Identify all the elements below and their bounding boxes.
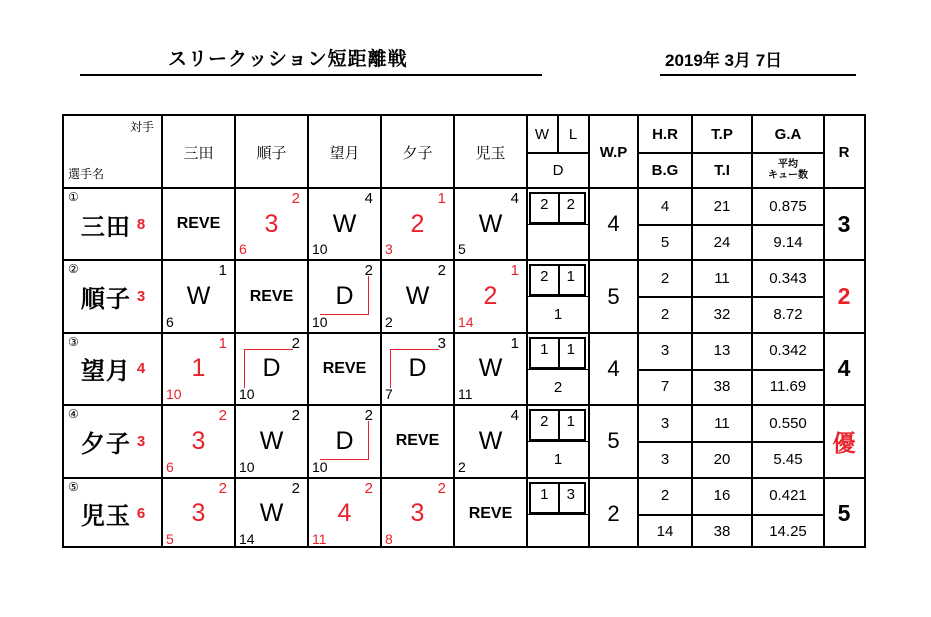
score-cell bbox=[454, 405, 527, 477]
avg-label-line: キュー数 bbox=[768, 170, 808, 181]
wl-box bbox=[529, 482, 586, 514]
score-value: W bbox=[478, 209, 503, 238]
tp-ti-cell-top: 11 bbox=[714, 414, 730, 432]
tp-ti-cell-top: 16 bbox=[713, 487, 731, 505]
score-innings: 2 bbox=[291, 407, 300, 425]
losses-value: 3 bbox=[566, 485, 575, 503]
header-opponent-3: 望月 bbox=[329, 144, 360, 162]
score-cell bbox=[308, 478, 381, 550]
hr-bg-cell-bottom: 7 bbox=[660, 378, 670, 396]
score-cell bbox=[454, 333, 527, 405]
draws-value: 1 bbox=[553, 306, 563, 324]
win-points-value: 2 bbox=[607, 500, 620, 526]
match-date: 2019年 3月 7日 bbox=[665, 51, 783, 70]
score-cell bbox=[162, 478, 235, 550]
score-innings: 1 bbox=[218, 262, 227, 280]
score-points: 6 bbox=[166, 458, 174, 475]
tp-ti-cell bbox=[692, 478, 752, 550]
hr-bg-cell-bottom: 5 bbox=[660, 233, 670, 251]
score-cell bbox=[381, 333, 454, 405]
player-number: ⑤ bbox=[68, 479, 79, 494]
losses-value: 1 bbox=[566, 413, 575, 431]
header-player-label: 選手名 bbox=[68, 167, 105, 181]
ga-avg-cell-bottom: 5.45 bbox=[773, 450, 803, 468]
header-opponent-1: 三田 bbox=[183, 144, 214, 162]
wins-value: 1 bbox=[540, 485, 549, 503]
score-value: W bbox=[332, 209, 357, 238]
ga-avg-cell-top: 0.875 bbox=[769, 197, 807, 215]
score-points: 8 bbox=[385, 530, 393, 547]
score-value: 1 bbox=[191, 354, 206, 383]
rank-value: 5 bbox=[837, 500, 851, 527]
score-value: W bbox=[259, 426, 284, 455]
header-hr-bg-bottom: B.G bbox=[651, 161, 679, 179]
rank-value: 優 bbox=[832, 429, 856, 456]
score-value: 3 bbox=[410, 499, 425, 528]
player-name: 望月 bbox=[80, 358, 131, 386]
wl-box bbox=[529, 264, 586, 296]
score-value: 3 bbox=[264, 209, 279, 238]
score-innings: 1 bbox=[218, 334, 227, 352]
player-name-cell bbox=[64, 260, 162, 332]
score-innings: 2 bbox=[364, 262, 373, 280]
header-wp: W.P bbox=[599, 143, 628, 161]
hr-bg-cell bbox=[638, 260, 692, 332]
hr-bg-cell-top: 2 bbox=[660, 269, 670, 287]
score-cell bbox=[454, 188, 527, 260]
score-points: 14 bbox=[239, 530, 255, 547]
score-points: 10 bbox=[239, 458, 255, 475]
score-value: D bbox=[335, 426, 354, 455]
wld-cell bbox=[527, 188, 589, 260]
player-handicap: 6 bbox=[136, 505, 146, 523]
tp-ti-cell bbox=[692, 333, 752, 405]
win-points-value: 5 bbox=[607, 283, 620, 309]
hr-bg-cell bbox=[638, 478, 692, 550]
player-number: ② bbox=[68, 262, 79, 277]
score-value: 3 bbox=[191, 426, 206, 455]
draws-value bbox=[527, 514, 589, 550]
draw-frame bbox=[320, 421, 369, 460]
score-cell bbox=[308, 188, 381, 260]
player-number: ③ bbox=[68, 334, 79, 349]
rank-value: 3 bbox=[837, 210, 851, 237]
page-title: スリークッション短距離戦 bbox=[168, 49, 408, 70]
tp-ti-cell-bottom: 38 bbox=[713, 523, 731, 541]
score-points: 10 bbox=[312, 458, 328, 475]
score-innings: 2 bbox=[364, 407, 373, 425]
title-underline bbox=[80, 74, 542, 76]
score-points: 5 bbox=[458, 241, 466, 258]
score-points: 10 bbox=[166, 386, 182, 403]
hr-bg-cell-top: 3 bbox=[660, 342, 670, 360]
score-cell bbox=[381, 188, 454, 260]
header-ga-avg bbox=[752, 116, 824, 188]
wins-value: 2 bbox=[540, 196, 549, 213]
results-table bbox=[62, 114, 866, 548]
score-innings: 2 bbox=[437, 479, 446, 497]
ga-avg-cell-top: 0.343 bbox=[769, 269, 807, 287]
hr-bg-cell bbox=[638, 333, 692, 405]
score-cell bbox=[235, 478, 308, 550]
score-value: D bbox=[408, 354, 427, 383]
hr-bg-cell-top: 4 bbox=[660, 197, 670, 215]
header-corner bbox=[64, 116, 162, 188]
header-hr-bg bbox=[638, 116, 692, 188]
date-underline bbox=[660, 74, 856, 76]
score-value: D bbox=[335, 282, 354, 311]
score-value: W bbox=[478, 354, 503, 383]
score-innings: 2 bbox=[218, 479, 227, 497]
score-value: 2 bbox=[410, 209, 425, 238]
score-value: W bbox=[186, 282, 211, 311]
ga-avg-cell-top: 0.421 bbox=[769, 487, 807, 505]
wld-cell bbox=[527, 333, 589, 405]
score-points: 5 bbox=[166, 530, 174, 547]
score-innings: 1 bbox=[510, 334, 519, 352]
score-cell bbox=[162, 405, 235, 477]
reve-label: REVE bbox=[249, 287, 294, 305]
score-points: 10 bbox=[312, 241, 328, 258]
wl-box bbox=[529, 192, 586, 224]
tp-ti-cell-top: 21 bbox=[713, 197, 731, 215]
score-innings: 1 bbox=[510, 262, 519, 280]
ga-avg-cell-bottom: 11.69 bbox=[769, 378, 807, 396]
tp-ti-cell bbox=[692, 188, 752, 260]
header-tp-ti-bottom: T.I bbox=[714, 161, 730, 179]
score-cell bbox=[162, 333, 235, 405]
losses-value: 1 bbox=[566, 340, 575, 358]
draws-value: 2 bbox=[553, 378, 563, 396]
hr-bg-cell bbox=[638, 405, 692, 477]
header-rank: R bbox=[838, 143, 850, 161]
reve-label: REVE bbox=[322, 359, 367, 377]
score-innings: 2 bbox=[437, 262, 446, 280]
score-value: 4 bbox=[337, 499, 352, 528]
header-opponent-5: 児玉 bbox=[475, 144, 506, 162]
score-value: W bbox=[405, 282, 430, 311]
wld-row-divider bbox=[527, 514, 589, 515]
wld-cell bbox=[527, 260, 589, 332]
draw-frame bbox=[320, 276, 369, 315]
score-points: 3 bbox=[385, 241, 393, 258]
score-points: 11 bbox=[458, 386, 473, 403]
tp-ti-cell-bottom: 24 bbox=[713, 233, 731, 251]
ga-avg-cell-top: 0.342 bbox=[769, 342, 807, 360]
header-wl_w: W bbox=[534, 125, 550, 143]
player-name-cell bbox=[64, 188, 162, 260]
hr-bg-cell-bottom: 14 bbox=[656, 523, 674, 541]
wld-row-divider bbox=[527, 369, 589, 370]
wld-cell bbox=[527, 478, 589, 550]
score-cell bbox=[381, 260, 454, 332]
losses-value: 2 bbox=[566, 196, 575, 213]
score-points: 2 bbox=[458, 458, 466, 475]
score-innings: 4 bbox=[510, 190, 519, 207]
score-points: 10 bbox=[312, 313, 328, 330]
avg-label-line: 平均 bbox=[778, 159, 798, 170]
hr-bg-cell-bottom: 3 bbox=[660, 450, 670, 468]
reve-label: REVE bbox=[395, 432, 440, 450]
hr-bg-cell bbox=[638, 188, 692, 260]
score-cell bbox=[308, 405, 381, 477]
tp-ti-cell bbox=[692, 405, 752, 477]
score-innings: 3 bbox=[437, 334, 446, 352]
wins-value: 2 bbox=[540, 413, 549, 431]
score-innings: 2 bbox=[291, 190, 300, 207]
score-innings: 2 bbox=[218, 407, 227, 425]
score-cell bbox=[162, 188, 235, 260]
tp-ti-cell-top: 13 bbox=[713, 342, 731, 360]
score-value: W bbox=[259, 499, 284, 528]
tp-ti-cell bbox=[692, 260, 752, 332]
wl-box bbox=[529, 409, 586, 441]
player-number: ④ bbox=[68, 407, 79, 422]
header-ga-avg-bottom bbox=[752, 153, 824, 187]
win-points-value: 4 bbox=[607, 355, 620, 381]
win-points-value: 4 bbox=[607, 211, 620, 237]
header-wl_l: L bbox=[568, 125, 578, 143]
score-innings: 4 bbox=[364, 190, 373, 207]
hr-bg-cell-bottom: 2 bbox=[660, 305, 670, 323]
player-handicap: 3 bbox=[136, 288, 146, 306]
score-cell bbox=[235, 188, 308, 260]
score-cell bbox=[235, 333, 308, 405]
score-points: 10 bbox=[239, 386, 255, 403]
ga-avg-cell bbox=[752, 333, 824, 405]
wld-cell bbox=[527, 405, 589, 477]
score-innings: 2 bbox=[291, 334, 300, 352]
draws-value: 1 bbox=[553, 451, 563, 469]
score-points: 6 bbox=[166, 313, 174, 330]
losses-value: 1 bbox=[566, 268, 575, 286]
score-innings: 2 bbox=[291, 479, 300, 497]
score-value: W bbox=[478, 426, 503, 455]
hr-bg-cell-top: 2 bbox=[660, 487, 670, 505]
tp-ti-cell-bottom: 20 bbox=[713, 450, 731, 468]
ga-avg-cell bbox=[752, 260, 824, 332]
win-points-value: 5 bbox=[607, 428, 620, 454]
score-innings: 1 bbox=[437, 190, 446, 207]
player-handicap: 8 bbox=[136, 215, 146, 233]
ga-avg-cell bbox=[752, 478, 824, 550]
ga-avg-cell-top: 0.550 bbox=[769, 414, 807, 432]
score-cell bbox=[454, 260, 527, 332]
header-tp-ti-top: T.P bbox=[711, 125, 733, 143]
player-name: 夕子 bbox=[80, 430, 131, 458]
wl-box bbox=[529, 337, 586, 369]
score-points: 11 bbox=[312, 530, 327, 547]
header-wl_d: D bbox=[552, 161, 564, 179]
header-opponent-4: 夕子 bbox=[402, 144, 433, 162]
wld-row-divider bbox=[527, 441, 589, 442]
wins-value: 2 bbox=[540, 268, 549, 286]
ga-avg-cell bbox=[752, 405, 824, 477]
score-value: 3 bbox=[191, 499, 206, 528]
draw-frame bbox=[390, 349, 439, 388]
draws-value bbox=[527, 224, 589, 260]
wins-value: 1 bbox=[540, 340, 549, 358]
header-tp-ti bbox=[692, 116, 752, 188]
ga-avg-cell-bottom: 14.25 bbox=[769, 523, 807, 541]
player-name-cell bbox=[64, 333, 162, 405]
score-innings: 2 bbox=[364, 479, 373, 497]
player-name: 児玉 bbox=[80, 503, 131, 531]
score-points: 2 bbox=[385, 313, 393, 330]
score-points: 6 bbox=[239, 241, 247, 258]
hr-bg-cell-top: 3 bbox=[660, 414, 670, 432]
score-cell bbox=[162, 260, 235, 332]
wld-row-divider bbox=[527, 296, 589, 297]
score-cell bbox=[308, 333, 381, 405]
wld-row-divider bbox=[527, 224, 589, 225]
ga-avg-cell bbox=[752, 188, 824, 260]
score-points: 14 bbox=[458, 313, 474, 330]
score-value: D bbox=[262, 354, 281, 383]
score-cell bbox=[381, 405, 454, 477]
reve-label: REVE bbox=[468, 504, 513, 522]
header-hr-bg-top: H.R bbox=[652, 125, 678, 143]
score-cell bbox=[454, 478, 527, 550]
player-name: 順子 bbox=[80, 286, 131, 314]
draw-frame bbox=[244, 349, 293, 388]
tp-ti-cell-bottom: 32 bbox=[713, 305, 731, 323]
tp-ti-cell-bottom: 38 bbox=[713, 378, 731, 396]
reve-label: REVE bbox=[176, 215, 221, 233]
score-value: 2 bbox=[483, 282, 498, 311]
score-innings: 4 bbox=[510, 407, 519, 425]
score-cell bbox=[235, 260, 308, 332]
player-handicap: 3 bbox=[136, 432, 146, 450]
score-cell bbox=[235, 405, 308, 477]
ga-avg-cell-bottom: 9.14 bbox=[773, 233, 803, 251]
player-handicap: 4 bbox=[136, 360, 146, 378]
player-name-cell bbox=[64, 405, 162, 477]
ga-avg-cell-bottom: 8.72 bbox=[773, 305, 803, 323]
rank-value: 2 bbox=[837, 283, 851, 310]
score-cell bbox=[308, 260, 381, 332]
header-wld bbox=[527, 116, 589, 188]
score-cell bbox=[381, 478, 454, 550]
header-opponent-2: 順子 bbox=[256, 144, 287, 162]
player-number: ① bbox=[68, 190, 79, 204]
rank-value: 4 bbox=[837, 355, 851, 382]
player-name: 三田 bbox=[80, 213, 131, 241]
header-opponent-label: 対手 bbox=[129, 120, 154, 134]
score-points: 7 bbox=[385, 386, 393, 403]
player-name-cell bbox=[64, 478, 162, 550]
tp-ti-cell-top: 11 bbox=[714, 269, 730, 287]
header-ga-avg-top: G.A bbox=[774, 125, 802, 143]
